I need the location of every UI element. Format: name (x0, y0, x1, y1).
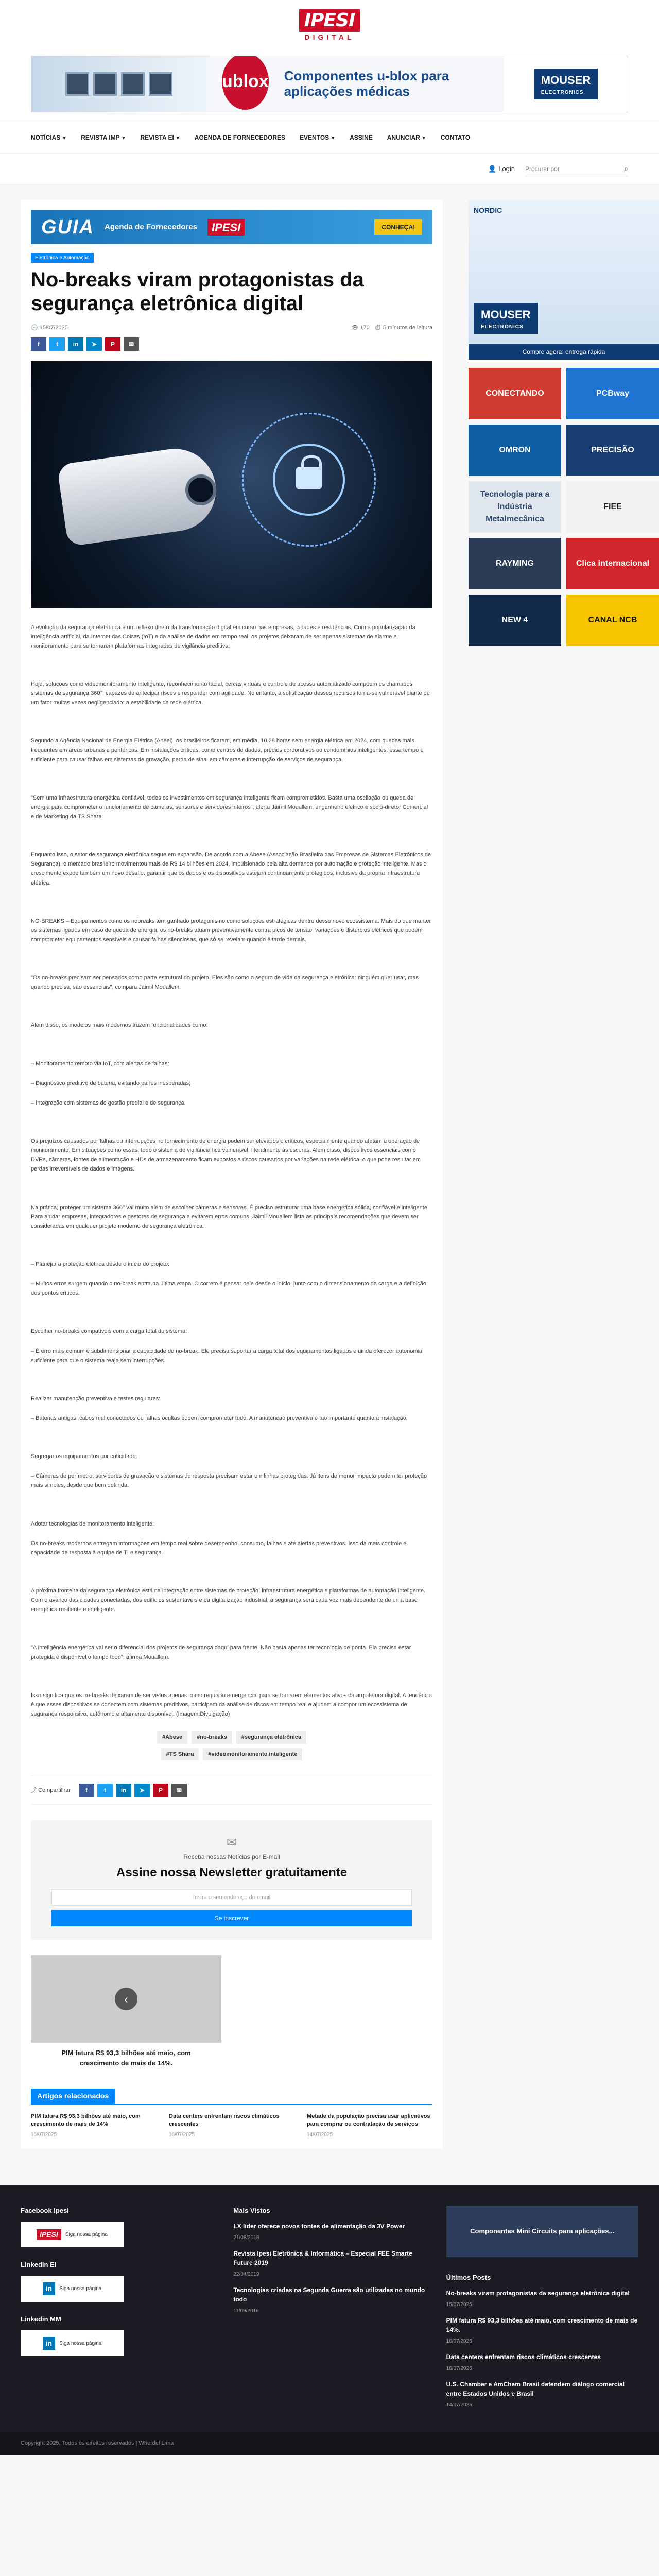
logo-text: IPESI (299, 9, 360, 32)
paragraph: Segundo a Agência Nacional de Energia Elétrica (Aneel), os brasileiros ficaram, em média, 10,28 horas sem energia elétrica em 2024, com quedas mais frequentes em áreas urbanas e periféricas. Em instalações críticas, como centros de dados, prédios corporativos ou condomínios inteligentes, essa tempo é suficiente para causar falhas em sistemas de gravação, perda de sinal em câmeras e interrupção de serviços de segurança. (31, 738, 424, 763)
nav-anunciar[interactable]: ANUNCIAR ▼ (387, 134, 426, 141)
nav-agenda[interactable]: AGENDA DE FORNECEDORES (194, 134, 286, 141)
linkedin-icon: in (43, 2282, 55, 2295)
email-share-icon[interactable]: ✉ (124, 337, 139, 351)
nav-revista-ei[interactable]: REVISTA EI ▼ (140, 134, 180, 141)
paragraph: – Muitos erros surgem quando o no-break entra na última etapa. O correto é pensar nele desde o início, junto com o dimensionamento da carga e a definição dos pontos críticos. (31, 1281, 427, 1297)
paragraph: "Sem uma infraestrutura energética confiável, todos os investimentos em segurança inteligente ficam comprometidos. Basta uma oscilação ou queda de energia para comprometer o funcionamento de câmeras, sensores e servidores inteiros", alerta Jaimil Mouallem, engenheiro elétrico e sócio-diretor Comercial e de Marketing da TS Shara. (31, 794, 428, 820)
paragraph: A evolução da segurança eletrônica é um reflexo direto da transformação digital em curso nas empresas, cidades e residências. Com a popularização da inteligência artificial, da Internet das Coisas (IoT) e da análise de dados em tempo real, os projetos deixaram de ser apenas sistemas de alarme e monitoramento para se tornarem plataformas integradas de vigilância preditiva. (31, 624, 415, 649)
share-icon: ⤴ (31, 1787, 37, 1793)
page-title: No-breaks viram protagonistas da segurança eletrônica digital (31, 268, 364, 315)
pinterest-share-icon[interactable]: P (153, 1784, 168, 1797)
sidebar-ad[interactable]: PRECISÃO (566, 425, 659, 476)
banner-headline: Componentes u-blox para aplicações médicas (284, 68, 449, 99)
twitter-share-icon[interactable]: t (49, 337, 65, 351)
paragraph: – Câmeras de perímetro, servidores de gravação e sistemas de resposta precisam estar em linhas protegidas. Já itens de menor impacto podem ter proteção mais simples, desde que bem definida. (31, 1473, 427, 1489)
login-link[interactable]: 👤 Login (488, 165, 515, 173)
clock-icon: 🕘 (31, 325, 38, 331)
guia-subtitle: Agenda de Fornecedores (105, 222, 198, 231)
logo-subtext: DIGITAL (304, 32, 355, 41)
mouser-logo: MOUSER ELECTRONICS (534, 69, 598, 99)
latest-post-link[interactable]: PIM fatura R$ 93,3 bilhões até maio, com crescimento de mais de 14%. (446, 2317, 638, 2334)
guia-title: GUIA (41, 216, 94, 238)
eye-icon: 👁 (351, 325, 359, 331)
linkedin-share-icon[interactable]: in (68, 337, 83, 351)
search-input[interactable] (525, 162, 608, 176)
related-item[interactable]: Metade da população precisa usar aplicativos para comprar ou contratação de serviços 14/07/2025 (307, 2113, 430, 2138)
footer-facebook-heading: Facebook Ipesi (21, 2206, 69, 2214)
hero-image (31, 361, 432, 608)
newsletter-email-input[interactable]: Insira o seu endereço de email (51, 1889, 412, 1906)
paragraph: – Diagnóstico preditivo de bateria, evitando panes inesperadas; (31, 1080, 191, 1087)
post-meta (31, 324, 432, 332)
sidebar (469, 200, 659, 2149)
paragraph: – Baterias antigas, cabos mal conectados ou falhas ocultas podem comprometer tudo. A manutenção preventiva é tão importante quanto a instalação. (31, 1415, 408, 1421)
facebook-share-icon[interactable]: f (31, 337, 46, 351)
paragraph: Hoje, soluções como videomonitoramento inteligente, reconhecimento facial, cercas virtuais e controle de acesso automatizado compõem os chamados sistemas de segurança 360°, capazes de antecipar riscos e responder com agilidade. No entanto, a sofisticação desses recursos torna-se vulnerável diante de um fator muitas vezes negligenciado: a estabilidade da rede elétrica. (31, 681, 430, 706)
chevron-left-icon[interactable]: ‹ (115, 1988, 137, 2010)
site-footer: Facebook Ipesi IPESI Siga nossa página Linkedin EI in Siga nossa página Linkedin MM in Siga nossa página Mais Vistos LX lider oferece novos fontes de alimentação da 3V Power 21/08/2018 Revista Ipesi Eletrônica & Informática – Especial FEE Smarte Future 2019 22/04/2019 Tecnologias criadas na Segunda Guerra são utilizadas no mundo todo 11/09/2016 Componentes Mini Circuits para aplicações... Últimos Posts No-breaks viram protagonistas da segurança eletrônica digital 15/07/2025 PIM fatura R$ 93,3 bilhões até maio, com crescimento de mais de 14%. 16/07/2025 Data centers enfrentam riscos climáticos crescentes 16/07/2025 U.S. Chamber e AmCham Brasil defendem diálogo comercial entre Estados Unidos e Brasil 14/07/2025 (0, 2185, 659, 2432)
paragraph: Isso significa que os no-breaks deixaram de ser vistos apenas como requisito emergencial para se tornarem elementos ativos da arquitetura digital. A tendência é que esses dispositivos se conectem com sistemas preditivos, participem da análise de riscos em tempo real e ajudem a compor um ecossistema de segurança responsivo, autônomo e altamente disponível. (Imagem:Divulgação) (31, 1692, 432, 1717)
newsletter-subscribe-button[interactable]: Se inscrever (51, 1910, 412, 1926)
sidebar-ad[interactable]: CONECTANDO (469, 368, 561, 419)
latest-posts-heading: Últimos Posts (446, 2273, 491, 2281)
paragraph: Escolher no-breaks compatíveis com a carga total do sistema: (31, 1328, 187, 1335)
paragraph: Além disso, os modelos mais modernos trazem funcionalidades como: (31, 1022, 208, 1029)
search-box (525, 162, 628, 176)
time-icon: ⏱ (374, 325, 381, 331)
newsletter-box (31, 1820, 432, 1940)
tag-list (144, 1731, 319, 1760)
sidebar-ad[interactable]: Tecnologia para a Indústria Metalmecânica (469, 481, 561, 533)
paragraph: Realizar manutenção preventiva e testes regulares: (31, 1395, 161, 1402)
paragraph: – Integração com sistemas de gestão predial e de segurança. (31, 1099, 186, 1106)
paragraph: "A inteligência energética vai ser o diferencial dos projetos de segurança daqui para frente. Não basta apenas ter tecnologia de ponta. Ela precisa estar protegida e disponível o tempo todo", afirma Mouallem. (31, 1645, 411, 1660)
post-navigation (31, 1955, 432, 2073)
linkedin-icon: in (43, 2337, 55, 2350)
related-list (31, 2113, 432, 2139)
footer-linkedin-ei-heading: Linkedin EI (21, 2261, 57, 2269)
ublox-logo: ublox (222, 56, 269, 110)
sidebar-ad[interactable]: OMRON (469, 425, 561, 476)
guia-logo: IPESI (207, 219, 245, 236)
nav-revista-imp[interactable]: REVISTA IMP ▼ (81, 134, 126, 141)
footer-bottom (0, 2432, 659, 2455)
latest-post-link[interactable]: Data centers enfrentam riscos climáticos crescentes (446, 2353, 601, 2361)
latest-post-link[interactable]: U.S. Chamber e AmCham Brasil defendem diálogo comercial entre Estados Unidos e Brasil (446, 2381, 625, 2398)
paragraph: Enquanto isso, o setor de segurança eletrônica segue em expansão. De acordo com a Abese (Associação Brasileira das Empresas de Sistemas Eletrônicos de Segurança), o mercado brasileiro movimentou mais de R$ 14 bilhões em 2024, impulsionado pela alta demanda por automação e proteção inteligente. Mas o crescimento expõe também um novo desafio: garantir que os dados e os dispositivos estejam continuamente protegidos, inclusive da própria infraestrutura elétrica. (31, 852, 431, 886)
read-time: 5 minutos de leitura (383, 325, 432, 331)
related-header: Artigos relacionados (31, 2089, 432, 2105)
top-ad-banner[interactable] (31, 56, 628, 112)
telegram-share-icon[interactable]: ➤ (86, 337, 102, 351)
paragraph: – É erro mais comum é subdimensionar a capacidade do no-break. Ele precisa suportar a carga total dos equipamentos ligados e ainda oferecer autonomia suficiente para que o sistema reaja sem interrupções. (31, 1348, 423, 1364)
site-header (0, 0, 659, 52)
newsletter-title: Assine nossa Newsletter gratuitamente (116, 1866, 348, 1880)
paragraph: NO-BREAKS – Equipamentos como os nobreaks têm ganhado protagonismo como soluções estratégicas dentro desse novo ecossistema. Mais do que manter os sistemas ligados em caso de queda de energia, os no-breaks atuam preventivamente contra picos de tensão, variações e distúrbios elétricos que podem comprometer equipamentos sensíveis e causar falhas silenciosas, que só se revelam quando é tarde demais. (31, 918, 431, 943)
main-nav (0, 121, 659, 154)
sidebar-ad[interactable]: PCBway (566, 368, 659, 419)
share-row (31, 337, 432, 351)
prev-post-card[interactable] (31, 1955, 221, 2073)
paragraph: Na prática, proteger um sistema 360° vai muito além de escolher câmeras e sensores. É preciso estruturar uma base energética sólida, confiável e inteligente. Para ajudar empresas, integradores e gestores de segurança a evitarem erros comuns, Jaimil Mouallem lista as principais recomendações que devem ser consideradas em qualquer projeto moderno de segurança eletrônica: (31, 1204, 429, 1229)
sidebar-ad[interactable]: NEW 4 (469, 595, 561, 646)
lock-icon (296, 467, 322, 489)
linkedin-ei-box[interactable]: in Siga nossa página (21, 2276, 124, 2302)
twitter-share-icon[interactable]: t (97, 1784, 113, 1797)
most-viewed-link[interactable]: Revista Ipesi Eletrônica & Informática – Especial FEE Smarte Future 2019 (233, 2250, 412, 2267)
pinterest-share-icon[interactable]: P (105, 337, 120, 351)
post-date: 15/07/2025 (39, 325, 68, 331)
paragraph: A próxima fronteira da segurança eletrônica está na integração entre sistemas de proteção, infraestrutura energética e plataformas de automação inteligente. Com o avanço das cidades conectadas, dos edifícios sustentáveis e da digitalização industrial, a segurança será cada vez mais dependente de uma base energética resiliente e inteligente. (31, 1587, 426, 1613)
tag[interactable]: #Abese (157, 1731, 187, 1744)
category-tag[interactable]: Eletrônica e Automação (31, 253, 94, 263)
sidebar-ad[interactable]: RAYMING (469, 538, 561, 589)
footer-linkedin-mm-heading: Linkedin MM (21, 2315, 61, 2323)
paragraph: "Os no-breaks precisam ser pensados como parte estrutural do projeto. Eles são como o seguro de vida da segurança eletrônica: ninguém quer usar, mas quando precisa, são essenciais", compara Jaimil Mouallem. (31, 975, 419, 991)
paragraph: – Planejar a proteção elétrica desde o início do projeto: (31, 1261, 170, 1267)
most-viewed-heading: Mais Vistos (233, 2206, 270, 2214)
sidebar-ad[interactable]: Clica internacional (566, 538, 659, 589)
paragraph: Adotar tecnologias de monitoramento inteligente: (31, 1520, 154, 1527)
search-icon[interactable]: ⌕ (624, 164, 628, 173)
copyright: Copyright 2025, Todos os direitos reservados | Wherdel Lima (21, 2440, 174, 2447)
view-count: 170 (360, 325, 370, 331)
prev-post-title[interactable]: PIM fatura R$ 93,3 bilhões até maio, com crescimento de mais de 14%. (61, 2049, 191, 2067)
guia-cta-button[interactable]: CONHEÇA! (374, 219, 422, 235)
tag[interactable]: #videomonitoramento inteligente (203, 1748, 302, 1761)
telegram-share-icon[interactable]: ➤ (134, 1784, 150, 1797)
mail-icon: ✉ (226, 1836, 237, 1850)
nav-eventos[interactable]: EVENTOS ▼ (300, 134, 336, 141)
linkedin-share-icon[interactable]: in (116, 1784, 131, 1797)
tag[interactable]: #TS Shara (161, 1748, 199, 1761)
related-item[interactable]: Data centers enfrentam riscos climáticos crescentes 16/07/2025 (169, 2113, 280, 2138)
most-viewed-link[interactable]: LX lider oferece novos fontes de alimentação da 3V Power (233, 2223, 405, 2230)
facebook-page-box[interactable]: IPESI Siga nossa página (21, 2222, 124, 2247)
article-content (21, 200, 443, 2149)
related-item[interactable]: PIM fatura R$ 93,3 bilhões até maio, com crescimento de mais de 14% 16/07/2025 (31, 2113, 141, 2138)
tag[interactable]: #no-breaks (192, 1731, 232, 1744)
guia-banner[interactable] (31, 210, 432, 244)
latest-post-link[interactable]: No-breaks viram protagonistas da segurança eletrônica digital (446, 2290, 630, 2297)
paragraph: – Monitoramento remoto via IoT, com alertas de falhas; (31, 1060, 169, 1067)
linkedin-mm-box[interactable]: in Siga nossa página (21, 2330, 124, 2356)
sidebar-ad[interactable]: CANAL NCB (566, 595, 659, 646)
sidebar-ad-grid (469, 368, 659, 646)
nav-assine[interactable]: ASSINE (350, 134, 373, 141)
banner-chips-image (31, 56, 206, 112)
paragraph: Os prejuízos causados por falhas ou interrupções no fornecimento de energia podem ser elevados e críticos, especialmente quando afetam a operação de monitoramento. Em situações como essas, todo o sistema de vigilância fica vulnerável, literalmente às escuras. Além disso, dispositivos essenciais como DVRs, câmeras, fontes de alimentação e HDs de armazenamento ficam expostos a riscos causados por variações na rede elétrica, o que pode resultar em perdas irreversíveis de dados e imagens. (31, 1138, 421, 1173)
newsletter-subtitle: Receba nossas Notícias por E-mail (183, 1853, 280, 1861)
most-viewed-link[interactable]: Tecnologias criadas na Segunda Guerra são utilizadas no mundo todo (233, 2286, 425, 2303)
site-logo[interactable] (299, 9, 360, 43)
article-body (31, 623, 432, 1719)
share-bottom: ⤴ Compartilhar f t in ➤ P ✉ (31, 1776, 432, 1805)
paragraph: Segregar os equipamentos por criticidade: (31, 1453, 137, 1460)
nav-noticias[interactable]: NOTÍCIAS ▼ (31, 134, 67, 141)
facebook-share-icon[interactable]: f (79, 1784, 94, 1797)
footer-ad[interactable]: Componentes Mini Circuits para aplicações... (446, 2206, 638, 2257)
sidebar-ad-mouser[interactable]: NORDIC MOUSER ELECTRONICS Compre agora: entrega rápida (469, 200, 659, 360)
tag[interactable]: #segurança eletrônica (236, 1731, 306, 1744)
sidebar-ad[interactable]: FIEE (566, 481, 659, 533)
email-share-icon[interactable]: ✉ (171, 1784, 187, 1797)
user-icon: 👤 (488, 165, 497, 173)
paragraph: Os no-breaks modernos entregam informações em tempo real sobre desempenho, consumo, falhas e até alertas preventivos. Isso dá mais controle e capacidade de resposta à equipe de TI e segurança. (31, 1540, 407, 1556)
nav-contato[interactable]: CONTATO (440, 134, 471, 141)
